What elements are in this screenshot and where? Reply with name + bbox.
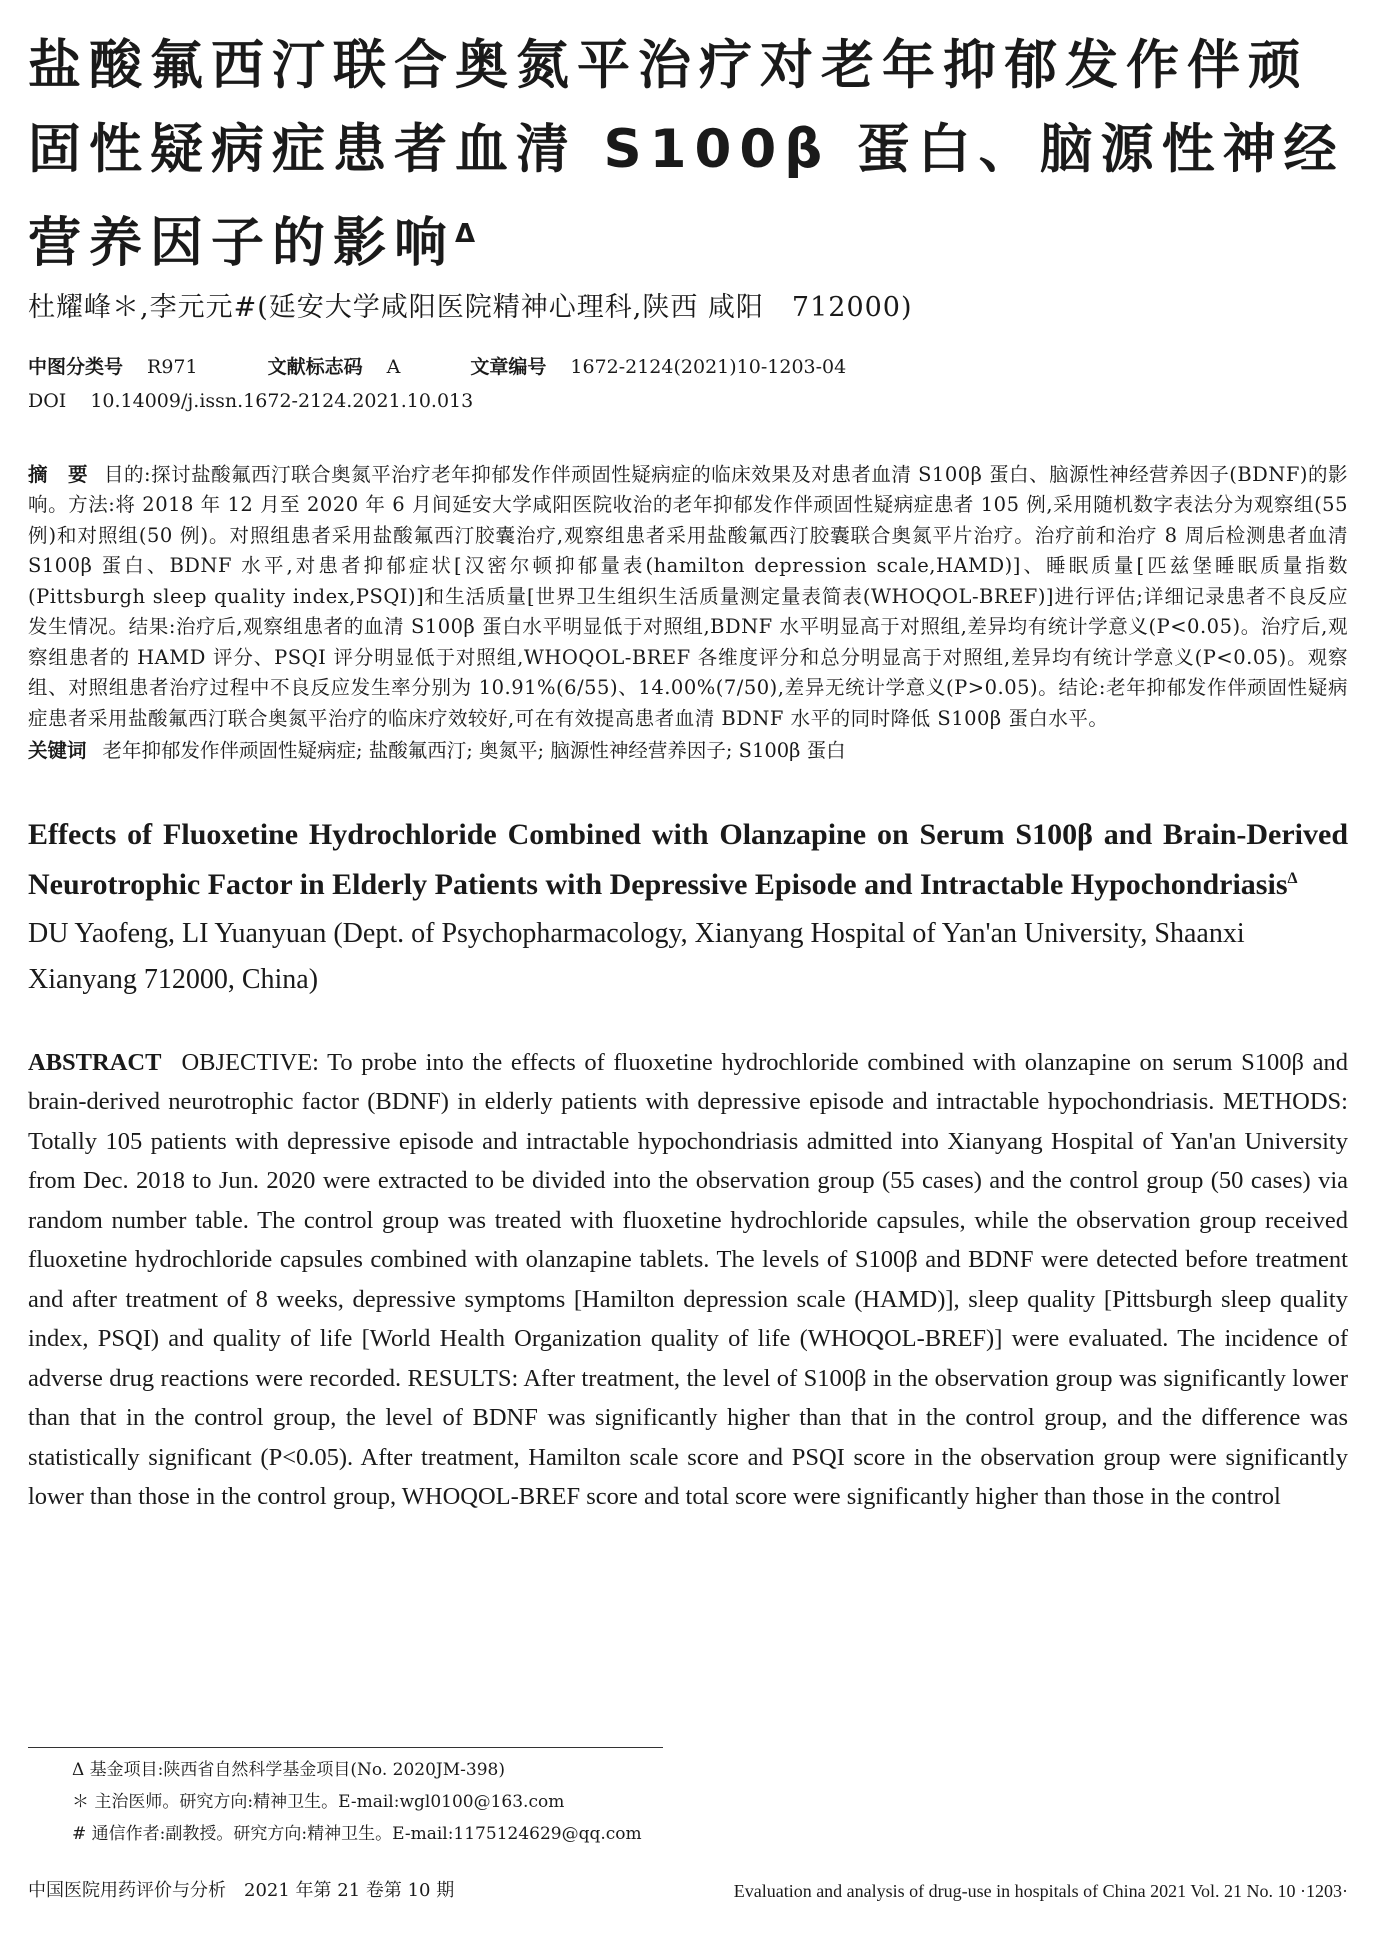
chinese-authors: 杜耀峰＊,李元元#(延安大学咸阳医院精神心理科,陕西 咸阳 712000): [28, 291, 913, 323]
chinese-abstract-text: 目的:探讨盐酸氟西汀联合奥氮平治疗老年抑郁发作伴顽固性疑病症的临床效果及对患者血清 S100β 蛋白、脑源性神经营养因子(BDNF)的影响。方法:将 2018 年 12 月至 2020 年 6 月间延安大学咸阳医院收治的老年抑郁发作伴顽固性疑病症患者 105 例,采用随机数字表法分为观察组(55 例)和对照组(50 例)。对照组患者采用盐酸氟西汀胶囊治疗,观察组患者采用盐酸氟西汀胶囊联合奥氮平片治疗。治疗前和治疗 8 周后检测患者血清 S100β 蛋白、BDNF 水平,对患者抑郁症状[汉密尔顿抑郁量表(hamilton depression scale,HAMD)]、睡眠质量[匹兹堡睡眠质量指数(Pittsburgh sleep quality index,PSQI)]和生活质量[世界卫生组织生活质量测定量表简表(WHOQOL-BREF)]进行评估;详细记录患者不良反应发生情况。结果:治疗后,观察组患者的血清 S100β 蛋白水平明显低于对照组,BDNF 水平明显高于对照组,差异均有统计学意义(P<0.05)。治疗后,观察组患者的 HAMD 评分、PSQI 评分明显低于对照组,WHOQOL-BREF 各维度评分和总分明显高于对照组,差异均有统计学意义(P<0.05)。观察组、对照组患者治疗过程中不良反应发生率分别为 10.91%(6/55)、14.00%(7/50),差异无统计学意义(P>0.05)。结论:老年抑郁发作伴顽固性疑病症患者采用盐酸氟西汀联合奥氮平治疗的临床疗效较好,可在有效提高患者血清 BDNF 水平的同时降低 S100β 蛋白水平。: [28, 462, 1348, 730]
doi-line: [28, 384, 1348, 418]
english-abstract-label: ABSTRACT: [28, 1048, 162, 1076]
chinese-title: [28, 24, 1348, 286]
article-number-label: 文章编号: [470, 355, 547, 378]
footer-journal-en: Evaluation and analysis of drug-use in hospitals of China 2021 Vol. 21 No. 10 ·1203·: [733, 1881, 1348, 1901]
doi-value: 10.14009/j.issn.1672-2124.2021.10.013: [90, 389, 474, 412]
clc-label: 中图分类号: [28, 355, 124, 378]
footnotes: [72, 1754, 642, 1850]
classification-line: [28, 350, 1348, 384]
chinese-keywords-label: 关键词: [28, 739, 87, 763]
footer-journal-cn: 中国医院用药评价与分析 2021 年第 21 卷第 10 期: [28, 1880, 455, 1901]
english-abstract: [28, 1043, 1348, 1517]
doc-code-value: A: [386, 355, 401, 378]
doi-label: DOI: [28, 389, 67, 412]
article-page: [28, 24, 1348, 1517]
footnote-divider: [28, 1747, 663, 1748]
funding-mark: Δ: [455, 219, 476, 249]
clc-value: R971: [147, 355, 198, 378]
footnote-corresponding-author: # 通信作者:副教授。研究方向:精神卫生。E-mail:1175124629@qq.com: [72, 1824, 642, 1844]
english-title: [28, 813, 1348, 907]
english-funding-mark: Δ: [1287, 869, 1298, 887]
footnote-funding: Δ 基金项目:陕西省自然科学基金项目(No. 2020JM-398): [72, 1760, 505, 1780]
chinese-abstract: [28, 460, 1348, 735]
doc-code-label: 文献标志码: [267, 355, 363, 378]
english-abstract-text: OBJECTIVE: To probe into the effects of fluoxetine hydrochloride combined with olanzapine on serum S100β and brain-derived neurotrophic factor (BDNF) in elderly patients with depressive episode and intractable hypochondriasis. METHODS: Totally 105 patients with depressive episode and intractable hypochondriasis admitted into Xianyang Hospital of Yan'an University from Dec. 2018 to Jun. 2020 were extracted to be divided into the observation group (55 cases) and the control group (50 cases) via random number table. The control group was treated with fluoxetine hydrochloride capsules, while the observation group received fluoxetine hydrochloride capsules combined with olanzapine tablets. The levels of S100β and BDNF were detected before treatment and after treatment of 8 weeks, depressive symptoms [Hamilton depression scale (HAMD)], sleep quality [Pittsburgh sleep quality index, PSQI) and quality of life [World Health Organization quality of life (WHOQOL-BREF)] were evaluated. The incidence of adverse drug reactions were recorded. RESULTS: After treatment, the level of S100β in the observation group was significantly lower than that in the control group, the level of BDNF was significantly higher than that in the control group, and the difference was statistically significant (P<0.05). After treatment, Hamilton scale score and PSQI score in the observation group were significantly lower than those in the control group, WHOQOL-BREF score and total score were significantly higher than those in the control: [28, 1048, 1348, 1511]
article-number-value: 1672-2124(2021)10-1203-04: [570, 355, 847, 378]
english-authors: DU Yaofeng, LI Yuanyuan (Dept. of Psychopharmacology, Xianyang Hospital of Yan'an University, Shaanxi Xianyang 712000, China): [28, 917, 1245, 995]
chinese-keywords-text: 老年抑郁发作伴顽固性疑病症; 盐酸氟西汀; 奥氮平; 脑源性神经营养因子; S100β 蛋白: [102, 739, 846, 763]
chinese-title-text: 盐酸氟西汀联合奥氮平治疗对老年抑郁发作伴顽固性疑病症患者血清 S100β 蛋白、脑源性神经营养因子的影响: [28, 35, 1345, 274]
article-metadata: [28, 350, 1348, 418]
chinese-abstract-label: 摘 要: [28, 462, 89, 486]
chinese-keywords: [28, 736, 1348, 767]
english-title-text: Effects of Fluoxetine Hydrochloride Combined with Olanzapine on Serum S100β and Brain-Derived Neurotrophic Factor in Elderly Patients with Depressive Episode and Intractable Hypochondriasis: [28, 817, 1348, 901]
footnote-first-author: ＊ 主治医师。研究方向:精神卫生。E-mail:wgl0100@163.com: [72, 1792, 565, 1812]
